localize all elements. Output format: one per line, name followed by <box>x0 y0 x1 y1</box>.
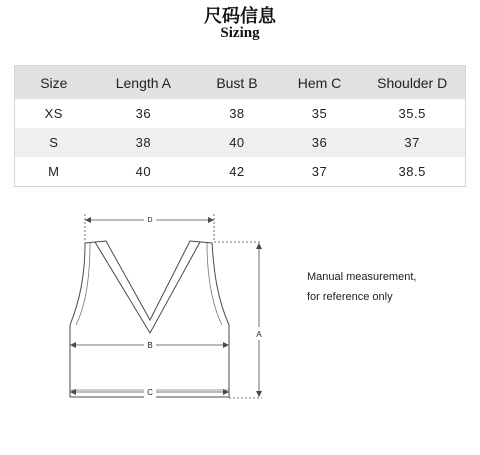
title-chinese: 尺码信息 <box>204 6 276 27</box>
cell-bust: 42 <box>229 164 245 179</box>
cell-length: 40 <box>135 164 152 179</box>
cell-hem: 36 <box>280 128 360 157</box>
header-hem: Hem C <box>280 66 360 100</box>
header-shoulder: Shoulder D <box>359 66 465 100</box>
header-length: Length A <box>93 66 195 100</box>
cell-shoulder: 35.5 <box>398 106 426 121</box>
cell-shoulder: 38.5 <box>398 164 426 179</box>
label-a: A <box>256 330 262 339</box>
cell-size: M <box>48 164 60 179</box>
title-english: Sizing <box>220 25 260 41</box>
cell-size: S <box>15 128 93 157</box>
note-line-2: for reference only <box>307 291 393 303</box>
label-d: D <box>147 217 153 224</box>
measure-line-a <box>214 242 262 398</box>
cell-length: 38 <box>93 128 195 157</box>
armhole-rib-right <box>207 243 222 325</box>
cell-size: XS <box>44 106 63 121</box>
cell-hem: 37 <box>311 164 328 179</box>
vest-outline <box>70 241 229 397</box>
cell-bust: 40 <box>194 128 280 157</box>
label-c: C <box>147 388 153 397</box>
cell-shoulder: 37 <box>359 128 465 157</box>
header-size: Size <box>15 66 93 100</box>
neck-rib <box>95 242 200 333</box>
note-line-1: Manual measurement, <box>307 271 417 283</box>
armhole-rib-left <box>76 243 90 325</box>
label-b: B <box>147 341 153 350</box>
header-bust: Bust B <box>194 66 280 100</box>
cell-bust: 38 <box>229 106 245 121</box>
cell-hem: 35 <box>311 106 328 121</box>
cell-length: 36 <box>135 106 152 121</box>
